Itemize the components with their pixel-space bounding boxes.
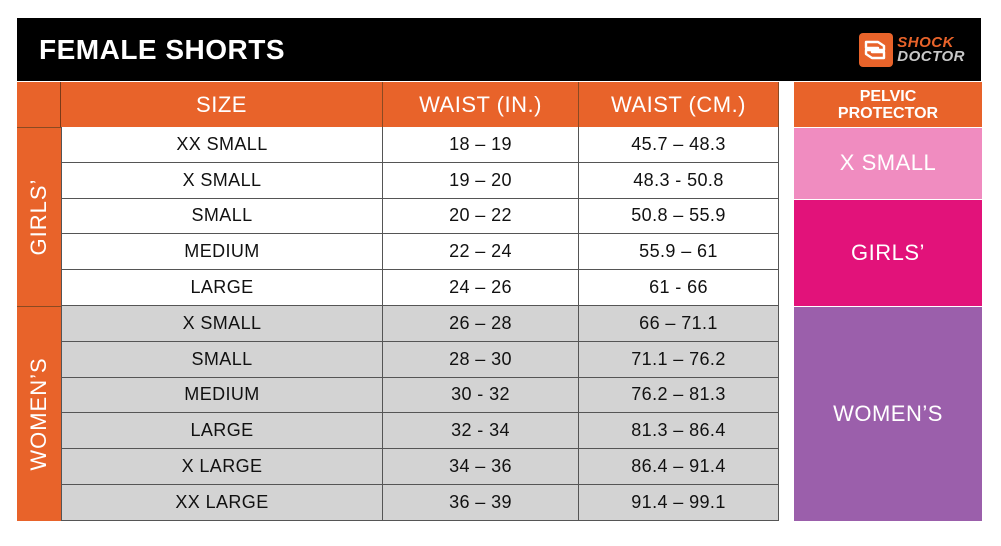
- waist-cm-cell: 71.1 – 76.2: [579, 342, 779, 378]
- table-row: [61, 485, 779, 521]
- group-label: GIRLS’: [26, 178, 51, 256]
- table-row: [61, 449, 779, 485]
- waist-in-cell: 20 – 22: [383, 199, 579, 235]
- waist-in-cell: 26 – 28: [383, 306, 579, 342]
- table-row: [61, 270, 779, 306]
- waist-cm-cell: 48.3 - 50.8: [579, 163, 779, 199]
- size-table: [17, 82, 779, 522]
- brand-logo: [858, 31, 965, 69]
- title-bar: [17, 18, 981, 81]
- waist-cm-cell: 55.9 – 61: [579, 234, 779, 270]
- column-gap: [779, 81, 794, 521]
- waist-cm-cell: 50.8 – 55.9: [579, 199, 779, 235]
- waist-in-cell: 19 – 20: [383, 163, 579, 199]
- size-cell: XX LARGE: [61, 485, 383, 521]
- table-row: [61, 234, 779, 270]
- size-cell: LARGE: [61, 270, 383, 306]
- waist-cm-cell: 61 - 66: [579, 270, 779, 306]
- waist-cm-cell: 76.2 – 81.3: [579, 378, 779, 414]
- pelvic-protector-header-line1: PELVIC: [859, 87, 917, 105]
- waist-cm-cell: 81.3 – 86.4: [579, 413, 779, 449]
- waist-cm-cell: 91.4 – 99.1: [579, 485, 779, 521]
- protector-girls-block: GIRLS’: [794, 199, 982, 306]
- group-label-cell: [17, 127, 61, 306]
- group-label: WOMEN’S: [26, 357, 51, 471]
- size-cell: SMALL: [61, 199, 383, 235]
- table-row: [61, 127, 779, 163]
- waist-cm-cell: 66 – 71.1: [579, 306, 779, 342]
- size-cell: MEDIUM: [61, 234, 383, 270]
- protector-x-small-block: X SMALL: [794, 127, 982, 199]
- table-row: [61, 378, 779, 414]
- waist-cm-cell: 45.7 – 48.3: [579, 127, 779, 163]
- table-row: [61, 306, 779, 342]
- column-header-size: SIZE: [61, 82, 383, 127]
- page-title: FEMALE SHORTS: [39, 34, 286, 65]
- column-header-waist-in: WAIST (IN.): [383, 82, 579, 127]
- waist-in-cell: 36 – 39: [383, 485, 579, 521]
- size-cell: X SMALL: [61, 163, 383, 199]
- pelvic-protector-header-line2: PROTECTOR: [837, 104, 939, 122]
- pelvic-protector-column: [794, 82, 982, 522]
- table-row: [61, 342, 779, 378]
- waist-in-cell: 28 – 30: [383, 342, 579, 378]
- logo-text-shock: SHOCK: [897, 33, 954, 51]
- pelvic-protector-header: [794, 82, 982, 127]
- size-cell: X SMALL: [61, 306, 383, 342]
- waist-in-cell: 32 - 34: [383, 413, 579, 449]
- waist-in-cell: 24 – 26: [383, 270, 579, 306]
- group-label-cell: [17, 306, 61, 521]
- table-row: [61, 163, 779, 199]
- header-corner: [17, 82, 61, 127]
- size-cell: X LARGE: [61, 449, 383, 485]
- waist-in-cell: 22 – 24: [383, 234, 579, 270]
- protector-womens-block: WOMEN’S: [794, 306, 982, 521]
- waist-cm-cell: 86.4 – 91.4: [579, 449, 779, 485]
- waist-in-cell: 34 – 36: [383, 449, 579, 485]
- table-row: [61, 199, 779, 235]
- shock-doctor-logo-icon: [858, 32, 894, 68]
- table-row: [61, 413, 779, 449]
- waist-in-cell: 30 - 32: [383, 378, 579, 414]
- size-cell: MEDIUM: [61, 378, 383, 414]
- size-cell: SMALL: [61, 342, 383, 378]
- column-header-waist-cm: WAIST (CM.): [579, 82, 779, 127]
- size-cell: LARGE: [61, 413, 383, 449]
- logo-text-doctor: DOCTOR: [897, 48, 965, 65]
- size-cell: XX SMALL: [61, 127, 383, 163]
- waist-in-cell: 18 – 19: [383, 127, 579, 163]
